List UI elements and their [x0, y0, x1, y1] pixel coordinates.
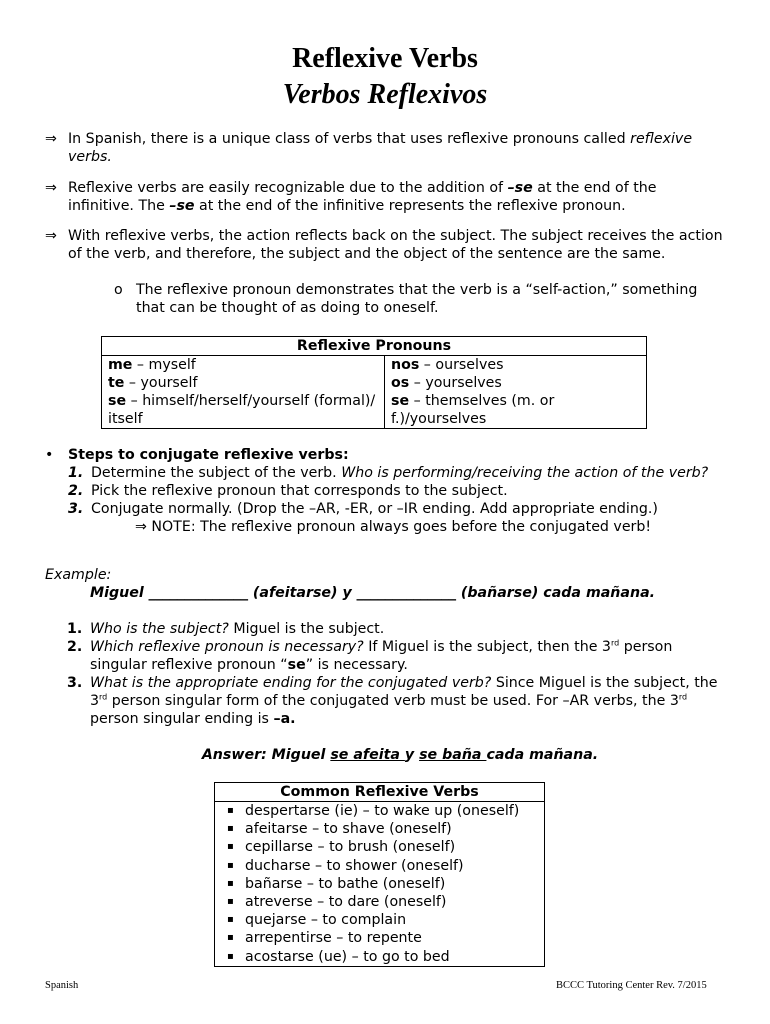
list-item: ▪ atreverse – to dare (oneself): [227, 894, 447, 911]
list-item: ▪ bañarse – to bathe (oneself): [227, 875, 446, 892]
square-bullet-icon: ▪: [227, 896, 234, 908]
bullet-3: ⇒ With reflexive verbs, the action reflects back on the subject. The subject receives the action of the verb, and therefore, the subject and the object of the sentence are the same.: [45, 228, 723, 262]
table-header: Common Reflexive Verbs: [215, 783, 545, 802]
list-item: ▪ quejarse – to complain: [227, 912, 407, 929]
steps-heading: Steps to conjugate reflexive verbs:: [68, 447, 349, 463]
list-item: ▪ arrepentirse – to repente: [227, 930, 422, 947]
list-item: 2. Which reflexive pronoun is necessary? If Miguel is the subject, then the 3rd person singular reflexive pronoun “se” is necessary.: [67, 638, 673, 673]
arrow-icon: ⇒: [45, 180, 57, 196]
example-section: Example: Miguel ______________ (afeitarse) y ______________ (bañarse) cada mañana.: [45, 566, 735, 602]
answer-line: Answer: Miguel se afeita y se baña cada mañana.: [201, 747, 599, 763]
arrow-icon: ⇒: [45, 228, 57, 244]
square-bullet-icon: ▪: [227, 841, 234, 853]
table-header: Reflexive Pronouns: [102, 337, 647, 356]
list-item: 2. Pick the reflexive pronoun that corresponds to the subject.: [68, 483, 508, 499]
steps-section: [45, 446, 735, 536]
list-item: ▪ despertarse (ie) – to wake up (oneself): [227, 803, 520, 819]
list-item: ▪ ducharse – to shower (oneself): [227, 857, 464, 874]
footer-left: Spanish: [45, 980, 79, 991]
example-sentence: Miguel ______________ (afeitarse) y ______________ (bañarse) cada mañana.: [90, 585, 656, 601]
page-subtitle: Verbos Reflexivos: [282, 79, 488, 110]
list-item: 1. Determine the subject of the verb. Who is performing/receiving the action of the verb?: [68, 465, 709, 481]
square-bullet-icon: ▪: [227, 877, 234, 889]
bullet-2: ⇒ Reflexive verbs are easily recognizable due to the addition of –se at the end of the infinitive. The –se at the end of the infinitive represents the reflexive pronoun.: [45, 180, 657, 214]
reflexive-pronouns-table: [101, 336, 647, 429]
sub-bullet: o The reflexive pronoun demonstrates that the verb is a “self-action,” something that can be thought of as doing to oneself.: [114, 282, 698, 316]
list-item: ▪ afeitarse – to shave (oneself): [227, 821, 452, 838]
footer-right: BCCC Tutoring Center Rev. 7/2015: [556, 980, 707, 991]
page-title: Reflexive Verbs: [292, 43, 478, 74]
square-bullet-icon: ▪: [227, 859, 234, 871]
square-bullet-icon: ▪: [227, 805, 234, 816]
bullet-1: ⇒ In Spanish, there is a unique class of verbs that uses reflexive pronouns called reflexive verbs.: [45, 131, 693, 165]
questions-list: [67, 620, 727, 728]
pronouns-plural: nos – ourselves os – yourselves se – themselves (m. or f.)/yourselves: [385, 356, 647, 429]
list-item: 1. Who is the subject? Miguel is the subject.: [67, 621, 385, 637]
arrow-icon: ⇒: [135, 519, 147, 535]
bullet-dot-icon: •: [45, 447, 54, 463]
square-bullet-icon: ▪: [227, 950, 234, 962]
square-bullet-icon: ▪: [227, 823, 234, 835]
list-item: ▪ acostarse (ue) – to go to bed: [227, 948, 450, 965]
arrow-icon: ⇒: [45, 131, 57, 147]
pronouns-singular: me – myself te – yourself se – himself/herself/yourself (formal)/ itself: [102, 356, 385, 429]
common-verbs-table: [214, 782, 545, 967]
list-item: 3. What is the appropriate ending for the conjugated verb? Since Miguel is the subject, the 3rd person singular form of the conjugated verb must be used. For –AR verbs, the 3rd person singular ending is –a.: [67, 675, 718, 727]
square-bullet-icon: ▪: [227, 932, 234, 944]
list-item: 3. Conjugate normally. (Drop the –AR, -ER, or –IR ending. Add appropriate ending.): [68, 501, 658, 517]
verbs-list: [215, 802, 545, 967]
square-bullet-icon: ▪: [227, 914, 234, 926]
list-item: ▪ cepillarse – to brush (oneself): [227, 839, 456, 856]
note: ⇒ NOTE: The reflexive pronoun always goes before the conjugated verb!: [135, 519, 652, 535]
